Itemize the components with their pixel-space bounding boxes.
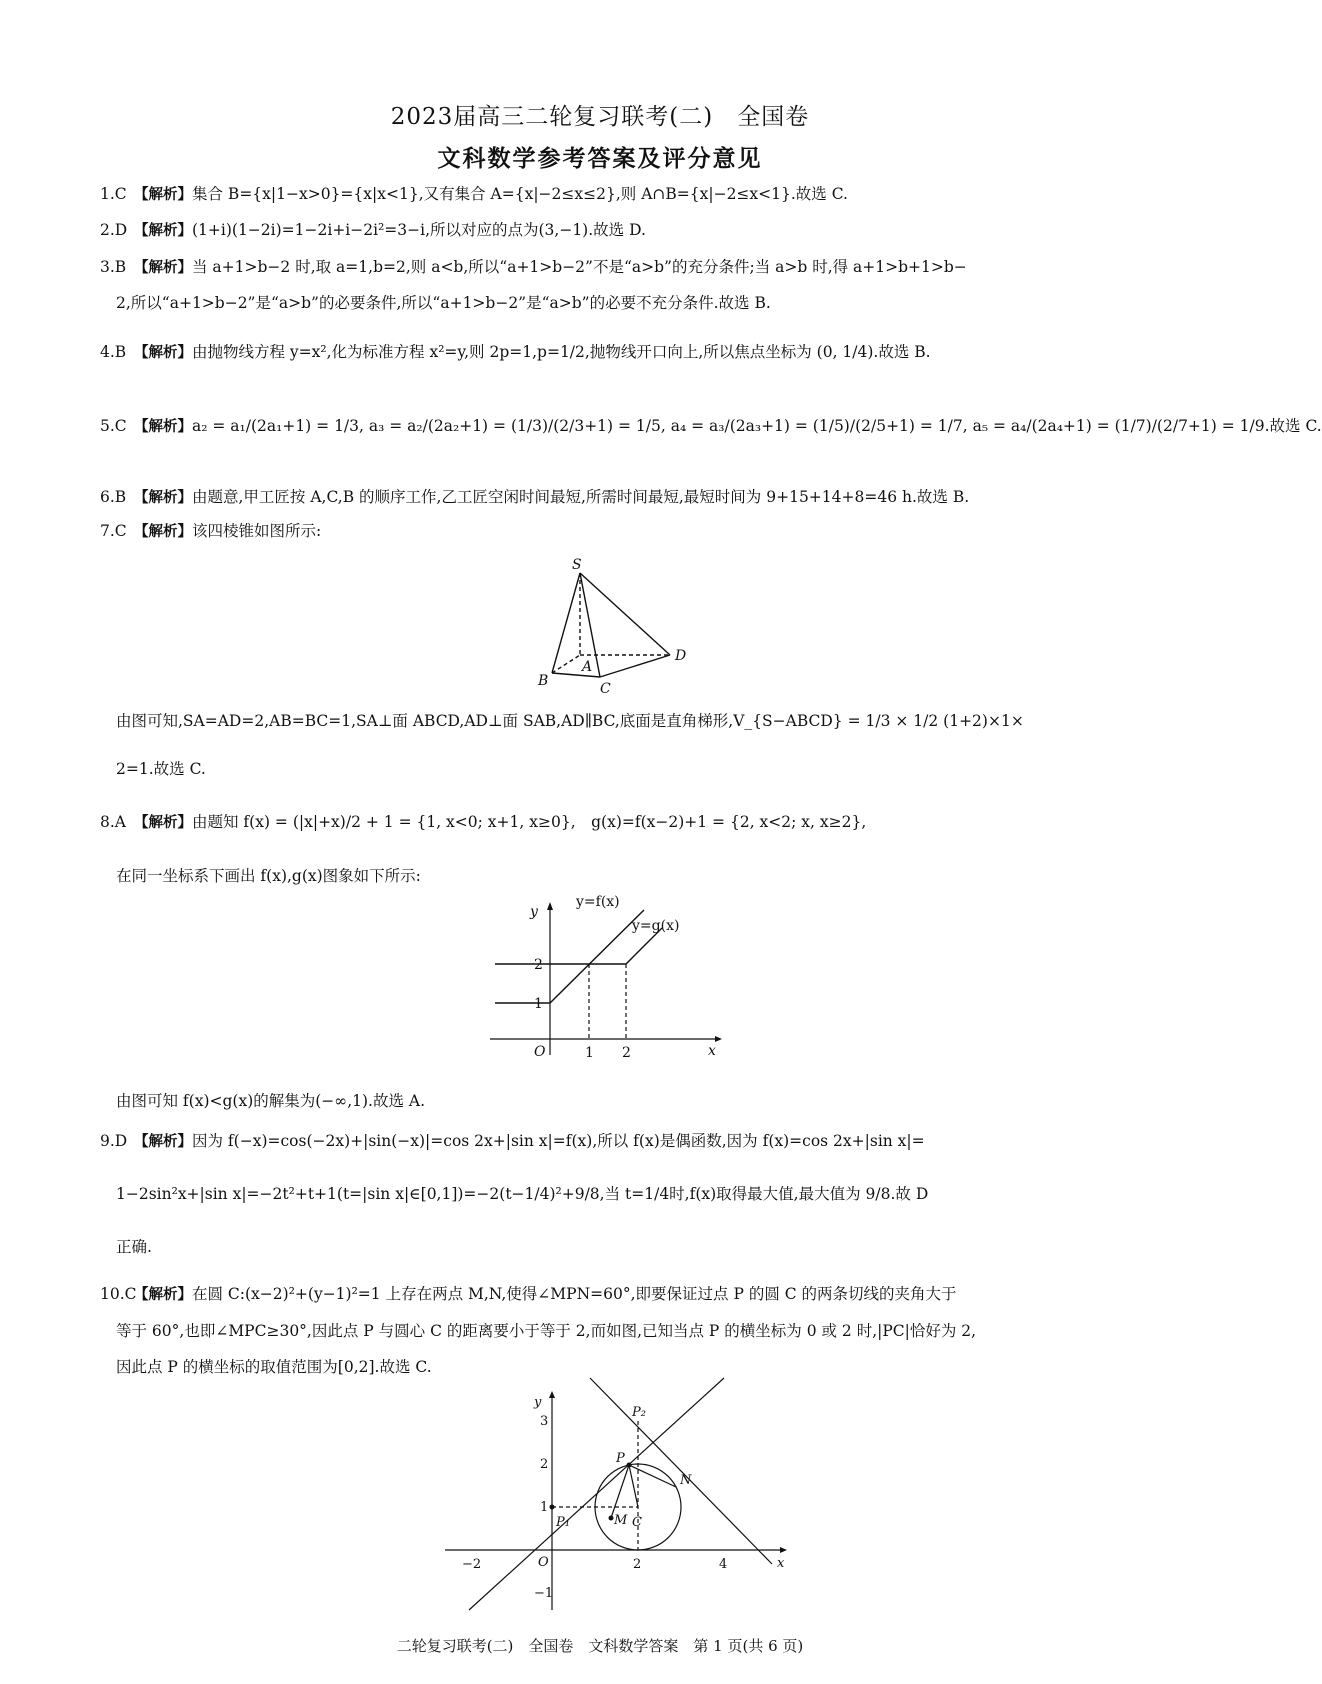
answer-number: 2.D	[100, 221, 128, 239]
answer-text: 该四棱锥如图所示:	[192, 522, 322, 540]
analysis-tag: 【解析】	[134, 223, 192, 239]
answer-9-cont: 1−2sin²x+|sin x|=−2t²+t+1(t=|sin x|∈[0,1])=−2(t−1/4)²+9/8,当 t=1/4时,f(x)取得最大值,最大值为 9/8.故 D	[116, 1185, 929, 1203]
label-a: A	[582, 659, 593, 675]
answer-8	[100, 811, 866, 834]
x-tick-neg2: −2	[462, 1557, 482, 1572]
label-c: C	[600, 681, 611, 697]
answer-7-cont-2: 2=1.故选 C.	[116, 760, 206, 778]
analysis-tag: 【解析】	[134, 260, 192, 276]
y-tick-3: 3	[540, 1414, 549, 1429]
axis-x-label: x	[777, 1556, 785, 1571]
origin-label: O	[534, 1044, 546, 1060]
fx-curve-label: y=f(x)	[576, 894, 620, 910]
answer-number: 3.B	[100, 258, 127, 276]
answer-text: 集合 B={x|1−x>0}={x|x<1},又有集合 A={x|−2≤x≤2},则 A∩B={x|−2≤x<1}.故选 C.	[192, 185, 848, 203]
answer-7-cont: 由图可知,SA=AD=2,AB=BC=1,SA⊥面 ABCD,AD⊥面 SAB,AD∥BC,底面是直角梯形,V_{S−ABCD} = 1/3 × 1/2 (1+2)×1×	[116, 712, 1024, 730]
axis-y-label: y	[534, 1395, 542, 1410]
analysis-tag: 【解析】	[134, 1134, 192, 1150]
point-p-label: P	[616, 1451, 625, 1466]
answer-number: 5.C	[100, 417, 127, 435]
answer-number: 6.B	[100, 488, 127, 506]
point-c-label: C	[632, 1515, 642, 1530]
x-tick-4: 4	[719, 1557, 728, 1572]
label-b: B	[538, 673, 549, 689]
x-tick-2: 2	[622, 1045, 631, 1061]
point-n-label: N	[680, 1473, 692, 1488]
page-footer: 二轮复习联考(二) 全国卷 文科数学答案 第 1 页(共 6 页)	[396, 1637, 804, 1655]
answer-number: 10.C	[100, 1285, 137, 1303]
answer-10-cont: 等于 60°,也即∠MPC≥30°,因此点 P 与圆心 C 的距离要小于等于 2,而如图,已知当点 P 的横坐标为 0 或 2 时,|PC|恰好为 2,	[116, 1322, 977, 1340]
y-tick-1: 1	[534, 996, 543, 1012]
analysis-tag: 【解析】	[134, 1287, 192, 1303]
answer-1	[100, 183, 848, 206]
answer-text: 由题知 f(x) = (|x|+x)/2 + 1 = {1, x<0; x+1, x≥0}, g(x)=f(x−2)+1 = {2, x<2; x, x≥2},	[192, 813, 867, 831]
y-tick-neg1: −1	[534, 1586, 554, 1601]
pyramid-figure	[530, 555, 710, 695]
answer-number: 9.D	[100, 1132, 128, 1150]
point-p2-label: P₂	[632, 1405, 646, 1420]
answer-3-cont: 2,所以“a+1>b−2”是“a>b”的必要条件,所以“a+1>b−2”是“a>b”的必要不充分条件.故选 B.	[116, 294, 771, 312]
answer-text: 由题意,甲工匠按 A,C,B 的顺序工作,乙工匠空闲时间最短,所需时间最短,最短时间为 9+15+14+8=46 h.故选 B.	[192, 488, 970, 506]
y-tick-2: 2	[534, 957, 543, 973]
point-p1-label: P₁	[556, 1515, 570, 1530]
origin-label: O	[538, 1555, 549, 1570]
answer-text: 在圆 C:(x−2)²+(y−1)²=1 上存在两点 M,N,使得∠MPN=60°,即要保证过点 P 的圆 C 的两条切线的夹角大于	[192, 1285, 957, 1303]
answer-text: 由抛物线方程 y=x²,化为标准方程 x²=y,则 2p=1,p=1/2,抛物线开口向上,所以焦点坐标为 (0, 1/4).故选 B.	[192, 343, 931, 361]
answer-8-conclusion: 由图可知 f(x)<g(x)的解集为(−∞,1).故选 A.	[116, 1092, 426, 1110]
x-tick-2: 2	[633, 1557, 642, 1572]
point-m-label: M	[614, 1513, 628, 1528]
answer-5	[100, 415, 1322, 438]
answer-text: (1+i)(1−2i)=1−2i+i−2i²=3−i,所以对应的点为(3,−1).故选 D.	[192, 221, 646, 239]
label-d: D	[675, 648, 687, 664]
answer-3	[100, 256, 967, 279]
analysis-tag: 【解析】	[134, 490, 192, 506]
gx-curve-label: y=g(x)	[632, 918, 680, 934]
answer-text: a₂ = a₁/(2a₁+1) = 1/3, a₃ = a₂/(2a₂+1) = (1/3)/(2/3+1) = 1/5, a₄ = a₃/(2a₃+1) = (1/5)/(2/5+1) = 1/7, a₅ = a₄/(2a₄+1) = (1/7)/(2/7+1) = 1/9.故选 C.	[192, 417, 1322, 435]
analysis-tag: 【解析】	[134, 345, 192, 361]
function-graph-figure	[490, 890, 730, 1065]
label-s: S	[572, 557, 582, 573]
answer-text: 当 a+1>b−2 时,取 a=1,b=2,则 a<b,所以“a+1>b−2”不是“a>b”的充分条件;当 a>b 时,得 a+1>b+1>b−	[192, 258, 967, 276]
circle-tangent-figure	[440, 1388, 800, 1613]
page-title: 2023届高三二轮复习联考(二) 全国卷	[390, 104, 810, 130]
page-subtitle: 文科数学参考答案及评分意见	[437, 146, 763, 172]
analysis-tag: 【解析】	[134, 815, 192, 831]
axis-y-label: y	[530, 904, 538, 920]
y-tick-2: 2	[540, 1457, 549, 1472]
answer-9	[100, 1130, 925, 1153]
answer-8-note: 在同一坐标系下画出 f(x),g(x)图象如下所示:	[116, 867, 421, 885]
answer-number: 4.B	[100, 343, 127, 361]
x-tick-1: 1	[585, 1045, 594, 1061]
answer-7	[100, 520, 321, 543]
answer-10-cont-2: 因此点 P 的横坐标的取值范围为[0,2].故选 C.	[116, 1358, 432, 1376]
answer-10	[100, 1283, 957, 1306]
analysis-tag: 【解析】	[134, 187, 192, 203]
answer-number: 8.A	[100, 813, 126, 831]
answer-number: 1.C	[100, 185, 127, 203]
axis-x-label: x	[708, 1043, 716, 1059]
answer-9-cont-2: 正确.	[116, 1238, 152, 1256]
analysis-tag: 【解析】	[134, 524, 192, 540]
answer-6	[100, 486, 969, 509]
answer-text: 因为 f(−x)=cos(−2x)+|sin(−x)|=cos 2x+|sin x|=f(x),所以 f(x)是偶函数,因为 f(x)=cos 2x+|sin x|=	[192, 1132, 925, 1150]
answer-2	[100, 219, 646, 242]
answer-number: 7.C	[100, 522, 127, 540]
y-tick-1: 1	[540, 1500, 549, 1515]
analysis-tag: 【解析】	[134, 419, 192, 435]
answer-4	[100, 341, 931, 364]
